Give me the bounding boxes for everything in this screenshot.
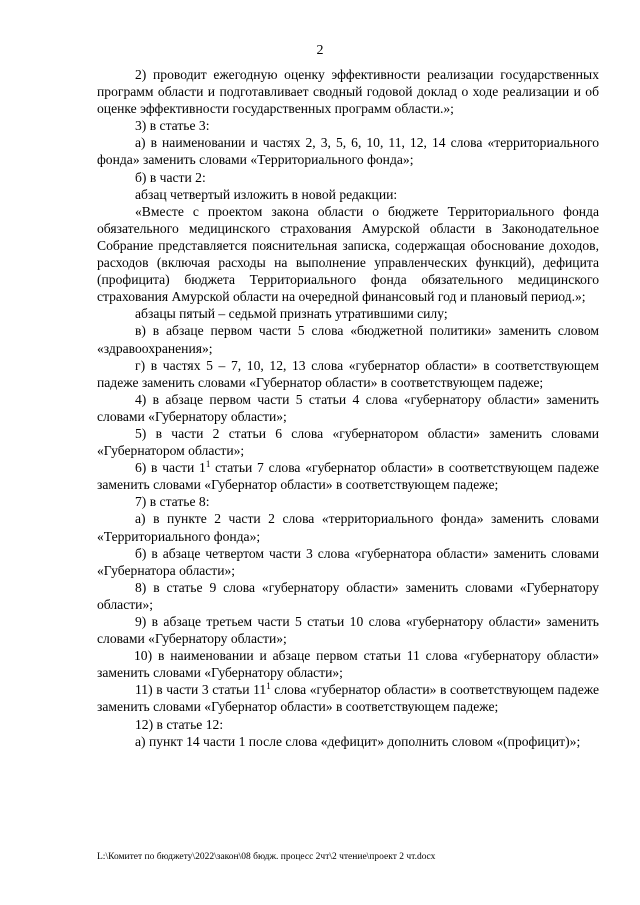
- paragraph: в) в абзаце первом части 5 слова «бюджетной политики» заменить словом «здравоохранения»;: [97, 323, 599, 356]
- paragraph: а) пункт 14 части 1 после слова «дефицит» дополнить словом «(профицит)»;: [135, 733, 581, 749]
- superscript: 1: [205, 459, 211, 470]
- paragraph: 5) в части 2 статьи 6 слова «губернатором области» заменить словами «Губернатором области»;: [97, 425, 599, 459]
- paragraph: абзац четвертый изложить в новой редакции:: [135, 186, 398, 202]
- superscript: 1: [266, 681, 271, 692]
- paragraph: 3) в статье 3:: [135, 118, 210, 134]
- paragraph: б) в абзаце четвертом части 3 слова «губернатора области» заменить словами «Губернатора области»;: [97, 545, 599, 578]
- paragraph: 12) в статье 12:: [135, 716, 224, 732]
- paragraph: 4) в абзаце первом части 5 статьи 4 слова «губернатору области» заменить словами «Губернатору области»;: [97, 391, 599, 424]
- paragraph-text: статьи 7 слова «губернатор области» в соответствующем падеже заменить словами «Губернатор области» в соответствующем падеже;: [97, 460, 599, 493]
- paragraph: 7) в статье 8:: [135, 494, 210, 510]
- paragraph-text: 11) в части 3 статьи 11: [135, 682, 267, 698]
- paragraph-with-superscript: [97, 459, 599, 493]
- paragraph-text: 6) в части 1: [135, 460, 206, 476]
- quoted-paragraph: «Вместе с проектом закона области о бюджете Территориального фонда обязательного медицинского страхования Амурской области в Законодательное Собрание представляется пояснительная записка, содержащая обоснование доходов, расходов (включая расходы на выполнение управленческих функций), дефицита (профицита) бюджета Территориального фонда обязательного медицинского страхования Амурской области на очередной финансовый год и плановый период.»;: [97, 203, 599, 305]
- paragraph-text: слова «губернатор области» в соответствующем падеже заменить словами «Губернатор области» в соответствующем падеже;: [97, 682, 599, 715]
- paragraph: а) в пункте 2 части 2 слова «территориального фонда» заменить словами «Территориального фонда»;: [97, 511, 599, 544]
- paragraph: г) в частях 5 – 7, 10, 12, 13 слова «губернатор области» в соответствующем падеже заменить словами «Губернатор области» в соответствующем падеже;: [97, 357, 599, 390]
- paragraph: 2) проводит ежегодную оценку эффективности реализации государственных программ области и подготавливает сводный годовой доклад о ходе реализации и об оценке эффективности государственных программ области.»;: [97, 67, 599, 117]
- paragraph: 9) в абзаце третьем части 5 статьи 10 слова «губернатору области» заменить словами «Губернатору области»;: [97, 614, 599, 647]
- file-path-footer: L:\Комитет по бюджету\2022\закон\08 бюдж. процесс 2чт\2 чтение\проект 2 чт.docx: [97, 852, 436, 862]
- paragraph: абзацы пятый – седьмой признать утратившими силу;: [135, 306, 448, 322]
- paragraph: а) в наименовании и частях 2, 3, 5, 6, 10, 11, 12, 14 слова «территориального фонда» заменить словами «Территориального фонда»;: [97, 135, 599, 168]
- paragraph: б) в части 2:: [135, 169, 206, 185]
- page-number: 2: [316, 43, 324, 58]
- paragraph: 8) в статье 9 слова «губернатору области» заменить словами «Губернатору области»;: [97, 579, 599, 612]
- document-body: [97, 66, 599, 750]
- paragraph-with-superscript: [97, 681, 599, 715]
- paragraph: 10) в наименовании и абзаце первом статьи 11 слова «губернатору области» заменить словами «Губернатору области»;: [97, 648, 599, 681]
